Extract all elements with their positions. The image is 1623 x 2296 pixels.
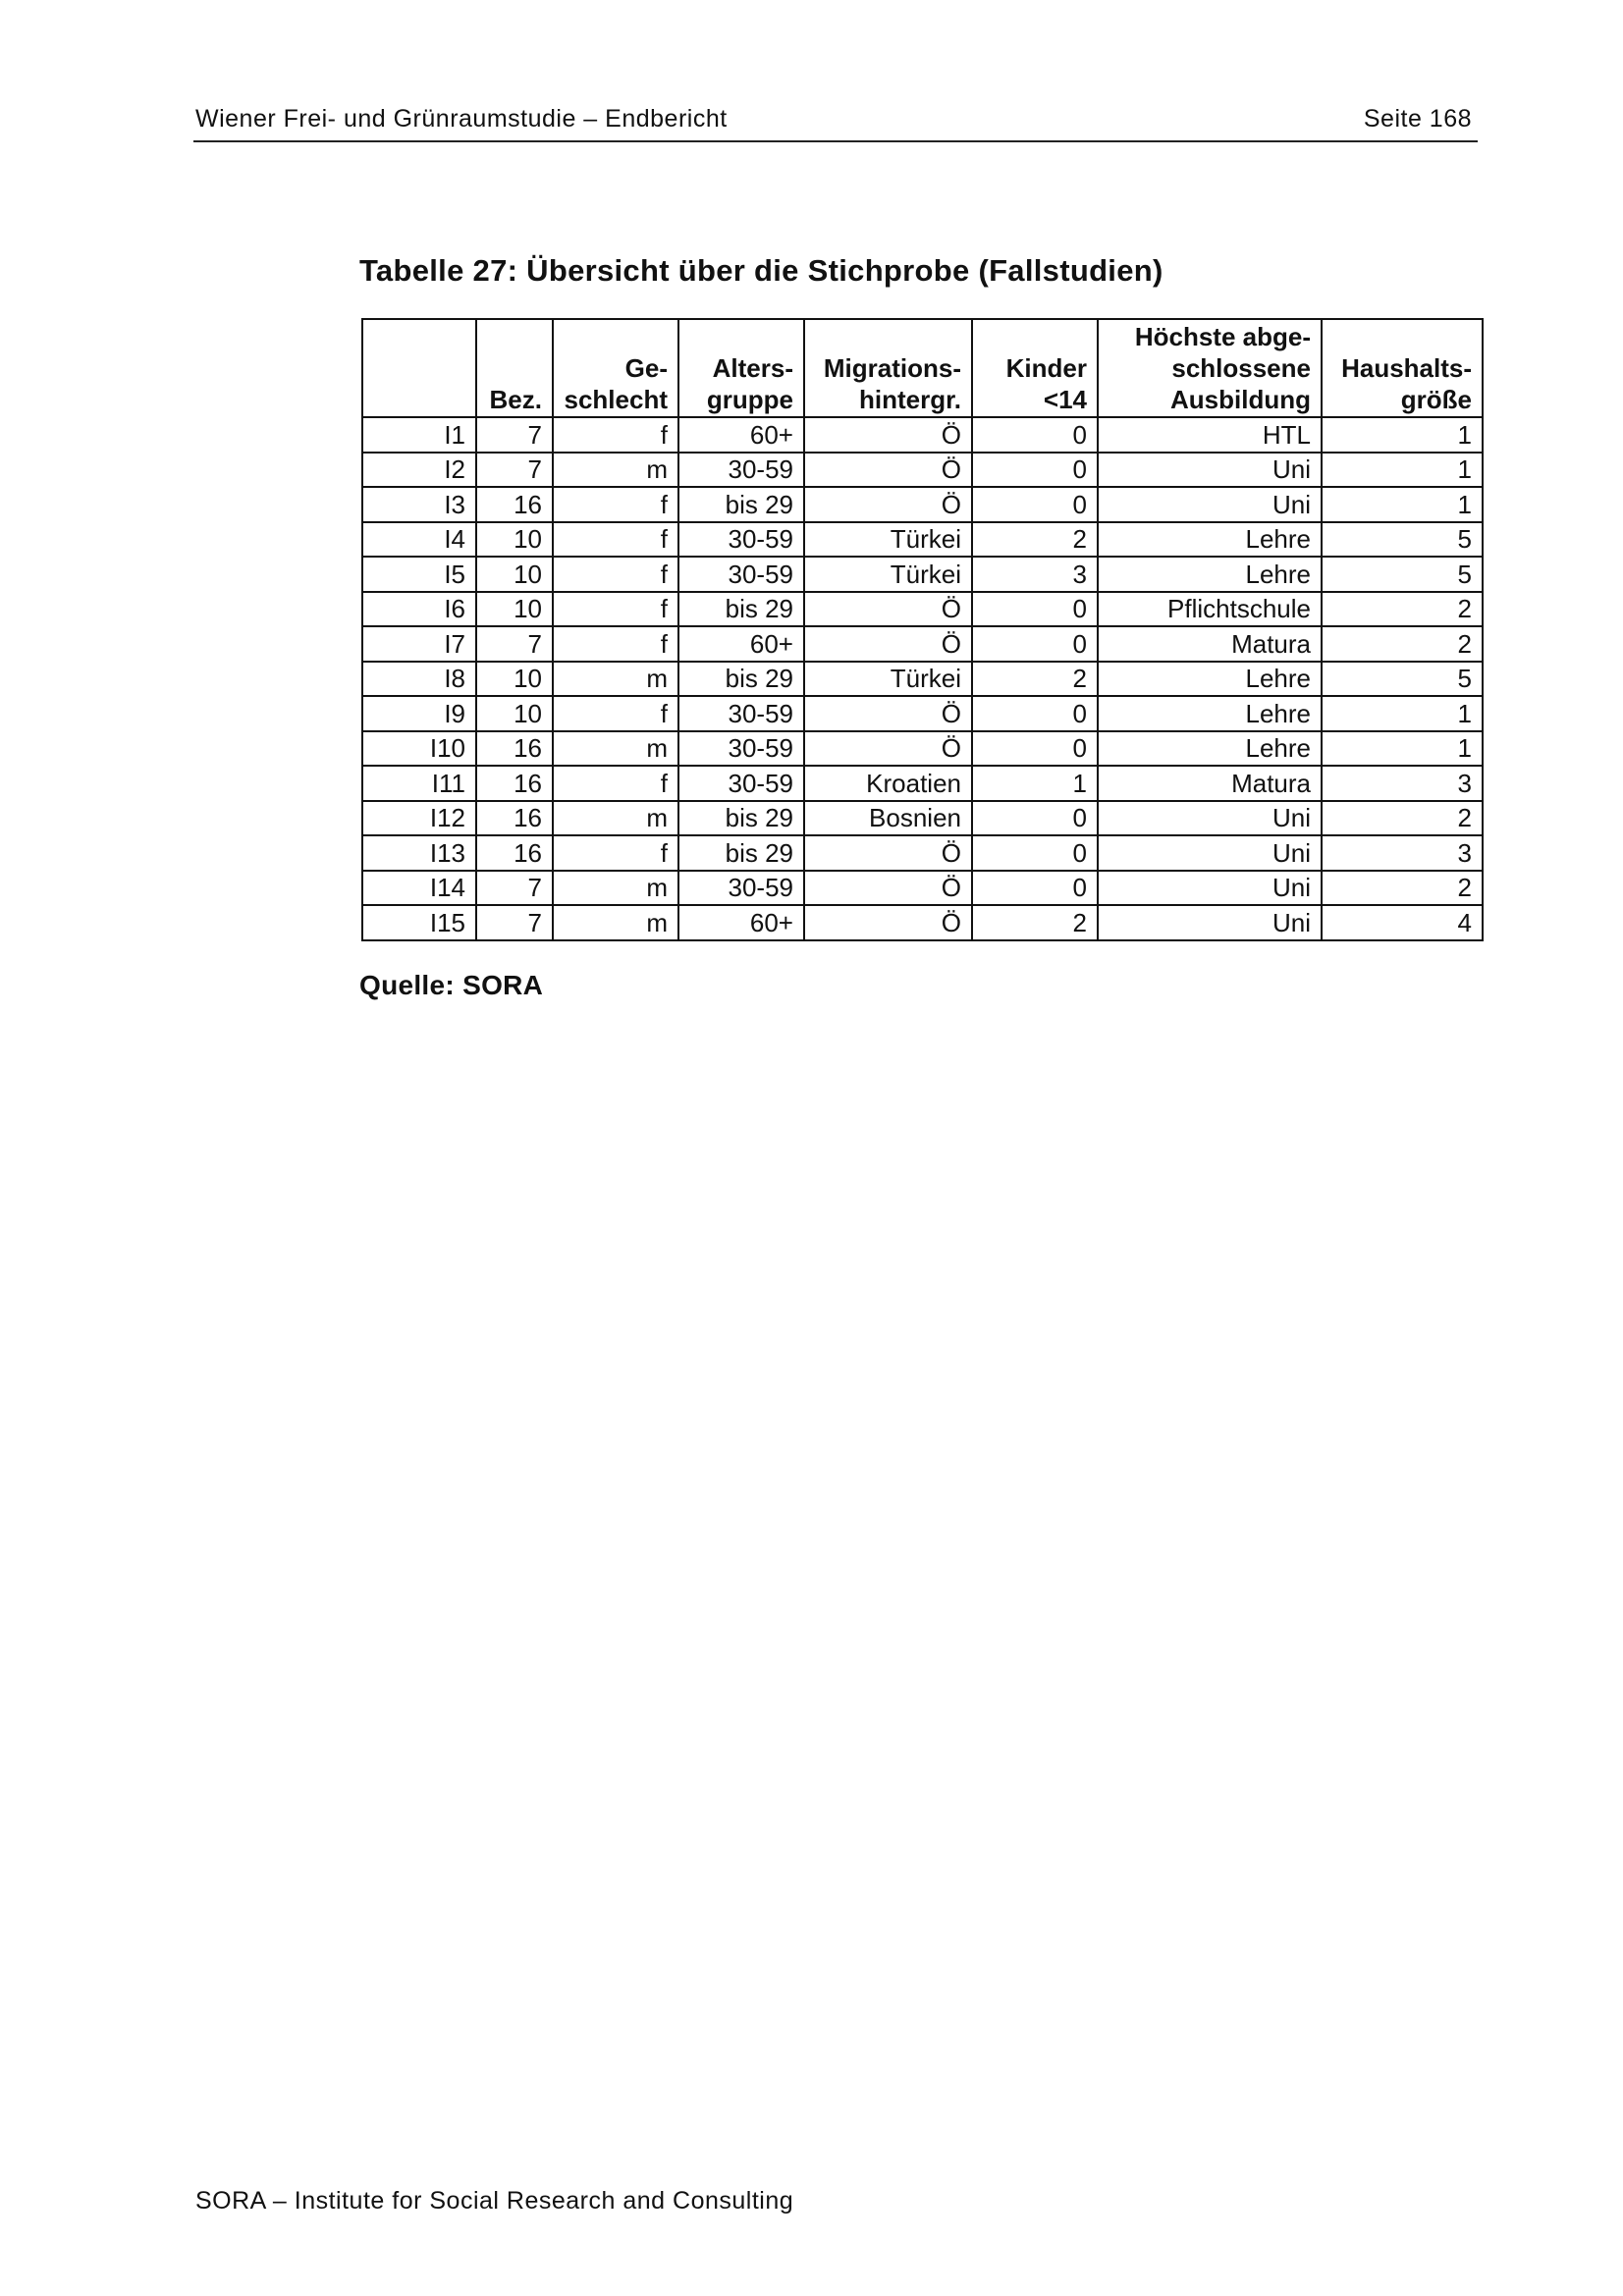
table-row [362, 626, 1483, 662]
column-header-8 [1322, 319, 1483, 417]
table-cell: 1 [1322, 696, 1483, 731]
table-cell: 2 [1322, 592, 1483, 627]
table-cell: I15 [362, 905, 476, 940]
column-header-5 [804, 319, 972, 417]
table-row [362, 871, 1483, 906]
table-cell: m [553, 662, 678, 697]
table-cell: I8 [362, 662, 476, 697]
table-cell: Lehre [1098, 522, 1322, 558]
table-cell: Türkei [804, 557, 972, 592]
table-header [362, 319, 1483, 417]
table-cell: 0 [972, 417, 1098, 453]
table-cell: 30-59 [678, 871, 804, 906]
table-cell: 2 [1322, 626, 1483, 662]
table-cell: 3 [1322, 835, 1483, 871]
table-row [362, 557, 1483, 592]
column-header-1 [362, 319, 476, 417]
table-cell: 30-59 [678, 731, 804, 767]
table-body [362, 417, 1483, 940]
table-cell: 1 [972, 766, 1098, 801]
table-cell: 10 [476, 557, 553, 592]
table-cell: 0 [972, 626, 1098, 662]
table-cell: 16 [476, 731, 553, 767]
table-cell: Ö [804, 453, 972, 488]
table-cell: 10 [476, 522, 553, 558]
table-cell: Ö [804, 835, 972, 871]
column-header-line: Kinder [1005, 353, 1087, 383]
column-header-line: größe [1400, 385, 1472, 414]
table-cell: I2 [362, 453, 476, 488]
table-cell: 5 [1322, 662, 1483, 697]
table-cell: 0 [972, 801, 1098, 836]
table-cell: 7 [476, 905, 553, 940]
table-row [362, 905, 1483, 940]
table-cell: Ö [804, 871, 972, 906]
table-row [362, 766, 1483, 801]
column-header-line: schlossene [1171, 353, 1311, 383]
table-cell: Lehre [1098, 662, 1322, 697]
table-cell: 0 [972, 592, 1098, 627]
table-cell: I3 [362, 487, 476, 522]
table-cell: Ö [804, 731, 972, 767]
table-cell: 7 [476, 453, 553, 488]
table-row [362, 696, 1483, 731]
table-cell: m [553, 905, 678, 940]
table-row [362, 487, 1483, 522]
table-cell: I10 [362, 731, 476, 767]
column-header-line: Ge- [624, 353, 668, 383]
table-title: Tabelle 27: Übersicht über die Stichprobe (Fallstudien) [359, 253, 1163, 288]
table-cell: bis 29 [678, 487, 804, 522]
table-cell: Uni [1098, 835, 1322, 871]
table-cell: 30-59 [678, 766, 804, 801]
page-number: Seite 168 [1363, 105, 1472, 133]
table-cell: bis 29 [678, 592, 804, 627]
column-header-6 [972, 319, 1098, 417]
table-row [362, 801, 1483, 836]
table-cell: 30-59 [678, 696, 804, 731]
table-cell: 4 [1322, 905, 1483, 940]
table-cell: Ö [804, 696, 972, 731]
table-cell: 10 [476, 662, 553, 697]
column-header-line: Höchste abge- [1134, 322, 1311, 351]
table-cell: 60+ [678, 626, 804, 662]
table-cell: 30-59 [678, 453, 804, 488]
column-header-line: schlecht [564, 385, 668, 414]
table-cell: 30-59 [678, 522, 804, 558]
table-row [362, 662, 1483, 697]
table-cell: Uni [1098, 487, 1322, 522]
table-cell: bis 29 [678, 662, 804, 697]
table-cell: 10 [476, 592, 553, 627]
table-cell: 0 [972, 696, 1098, 731]
table-cell: Ö [804, 592, 972, 627]
table-cell: Ö [804, 417, 972, 453]
table-cell: 1 [1322, 731, 1483, 767]
table-row [362, 522, 1483, 558]
table-cell: Kroatien [804, 766, 972, 801]
table-cell: 60+ [678, 905, 804, 940]
table-cell: 30-59 [678, 557, 804, 592]
table-cell: 7 [476, 626, 553, 662]
table-cell: 16 [476, 766, 553, 801]
table-cell: I12 [362, 801, 476, 836]
table-cell: I13 [362, 835, 476, 871]
table-cell: bis 29 [678, 835, 804, 871]
document-title: Wiener Frei- und Grünraumstudie – Endbericht [195, 105, 728, 133]
table-cell: m [553, 871, 678, 906]
table-header-row [362, 319, 1483, 417]
table-cell: Uni [1098, 905, 1322, 940]
table-cell: I7 [362, 626, 476, 662]
table-cell: bis 29 [678, 801, 804, 836]
table-cell: f [553, 522, 678, 558]
table-cell: 2 [972, 662, 1098, 697]
column-header-2 [476, 319, 553, 417]
sample-table [361, 318, 1484, 941]
column-header-3 [553, 319, 678, 417]
table-cell: 7 [476, 871, 553, 906]
table-cell: Matura [1098, 626, 1322, 662]
table-cell: I9 [362, 696, 476, 731]
column-header-line: <14 [1043, 385, 1087, 414]
column-header-line: hintergr. [858, 385, 961, 414]
table-row [362, 417, 1483, 453]
table-cell: I4 [362, 522, 476, 558]
table-row [362, 453, 1483, 488]
table-cell: Lehre [1098, 696, 1322, 731]
table-cell: 0 [972, 835, 1098, 871]
table-cell: 10 [476, 696, 553, 731]
column-header-line: Ausbildung [1170, 385, 1311, 414]
table-cell: m [553, 453, 678, 488]
table-cell: 5 [1322, 557, 1483, 592]
table-cell: Pflichtschule [1098, 592, 1322, 627]
table-cell: Uni [1098, 871, 1322, 906]
table-cell: Bosnien [804, 801, 972, 836]
table-cell: Lehre [1098, 731, 1322, 767]
table-cell: 1 [1322, 453, 1483, 488]
table-row [362, 835, 1483, 871]
table-cell: I11 [362, 766, 476, 801]
table-cell: 5 [1322, 522, 1483, 558]
table-cell: f [553, 557, 678, 592]
table-cell: 2 [1322, 871, 1483, 906]
table-cell: Ö [804, 626, 972, 662]
table-cell: 0 [972, 871, 1098, 906]
column-header-7 [1098, 319, 1322, 417]
table-cell: Matura [1098, 766, 1322, 801]
table-cell: 0 [972, 453, 1098, 488]
table-cell: I5 [362, 557, 476, 592]
table-cell: I14 [362, 871, 476, 906]
table-cell: Uni [1098, 453, 1322, 488]
table-cell: Ö [804, 905, 972, 940]
table-cell: f [553, 417, 678, 453]
page-footer: SORA – Institute for Social Research and Consulting [195, 2187, 794, 2215]
table-cell: I6 [362, 592, 476, 627]
table-cell: 2 [972, 522, 1098, 558]
table-row [362, 731, 1483, 767]
table-cell: f [553, 835, 678, 871]
table-cell: HTL [1098, 417, 1322, 453]
table-source: Quelle: SORA [359, 970, 544, 1000]
column-header-4 [678, 319, 804, 417]
table-cell: 16 [476, 487, 553, 522]
table-cell: 16 [476, 835, 553, 871]
table-row [362, 592, 1483, 627]
table-cell: 1 [1322, 417, 1483, 453]
table-cell: Türkei [804, 522, 972, 558]
table-cell: Türkei [804, 662, 972, 697]
table-cell: 3 [1322, 766, 1483, 801]
table-cell: Uni [1098, 801, 1322, 836]
table-cell: f [553, 487, 678, 522]
table-cell: m [553, 801, 678, 836]
table-cell: 3 [972, 557, 1098, 592]
table-cell: I1 [362, 417, 476, 453]
table-cell: f [553, 696, 678, 731]
table-cell: Lehre [1098, 557, 1322, 592]
column-header-line: gruppe [706, 385, 793, 414]
table-cell: 7 [476, 417, 553, 453]
table-cell: 0 [972, 731, 1098, 767]
table-cell: 2 [1322, 801, 1483, 836]
column-header-line: Migrations- [823, 353, 961, 383]
column-header-line: Bez. [489, 385, 542, 414]
table-cell: f [553, 766, 678, 801]
page-header [193, 101, 1478, 142]
table-cell: f [553, 592, 678, 627]
table-cell: Ö [804, 487, 972, 522]
table-cell: m [553, 731, 678, 767]
column-header-line: Alters- [712, 353, 793, 383]
column-header-line: Haushalts- [1341, 353, 1472, 383]
table-cell: 2 [972, 905, 1098, 940]
table-cell: 60+ [678, 417, 804, 453]
table-cell: 1 [1322, 487, 1483, 522]
table-cell: f [553, 626, 678, 662]
table-cell: 0 [972, 487, 1098, 522]
table-cell: 16 [476, 801, 553, 836]
